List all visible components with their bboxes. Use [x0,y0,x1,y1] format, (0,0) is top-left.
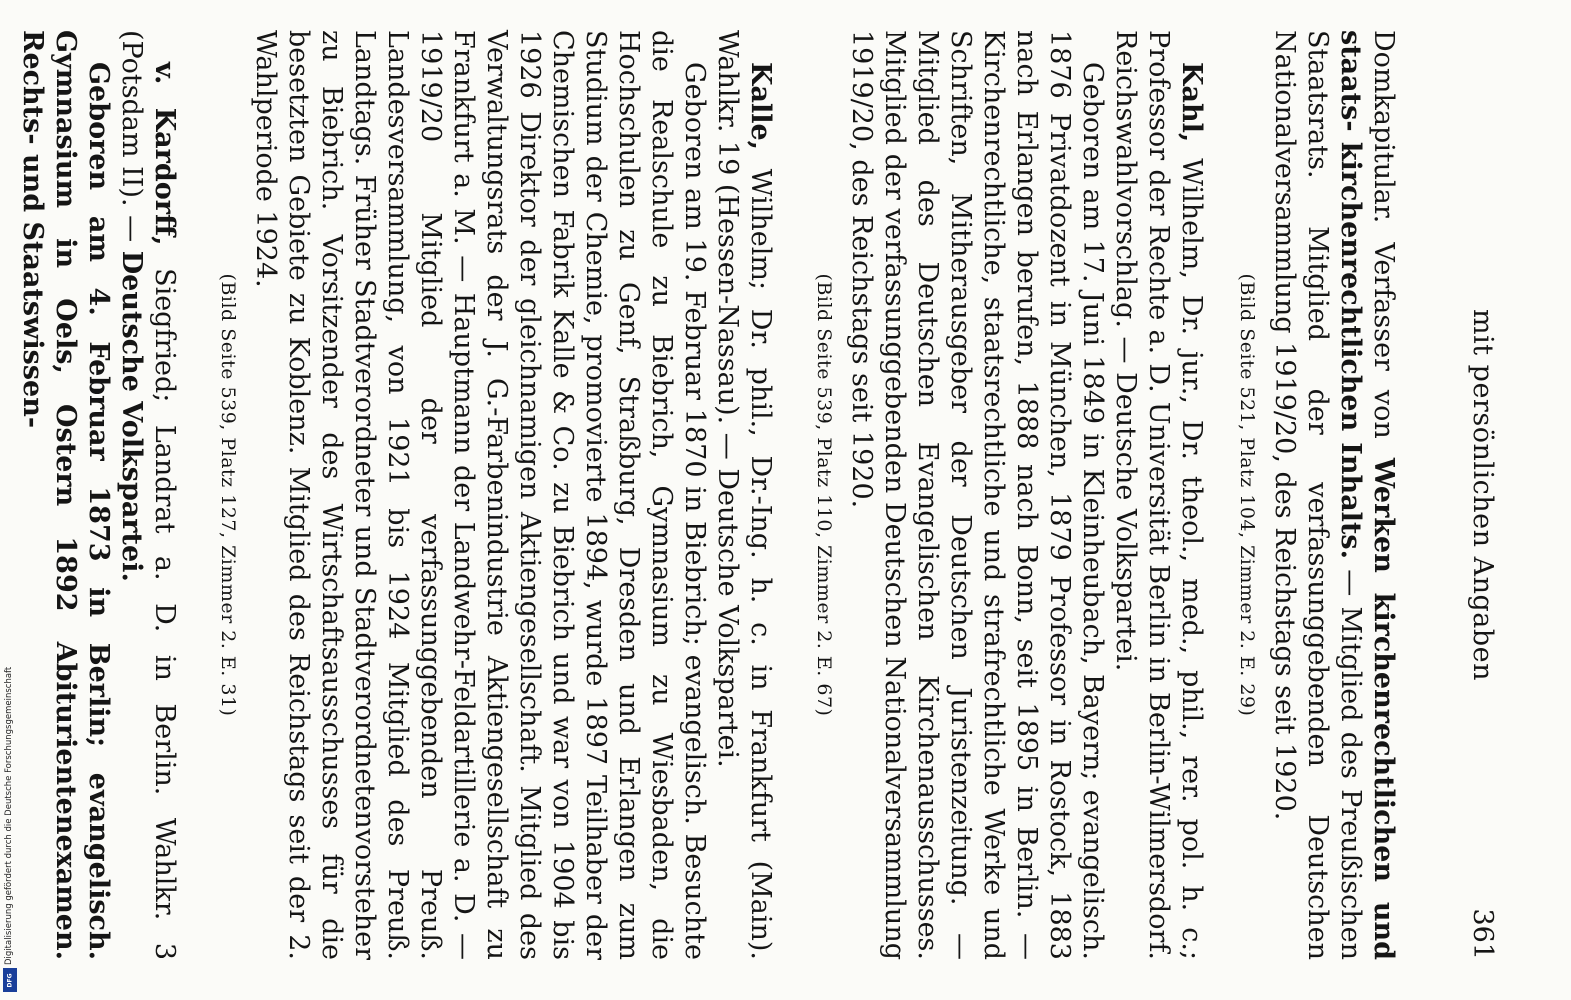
page-body [0,30,1400,960]
entry-bio: Geboren am 19. Februar 1870 in Biebrich; evangelisch. Besuchte die Realschule zu Biebrich, Gymnasium zu Wiesbaden, die Hochschulen zu Genf, Straßburg, Dresden und Erlangen zum Studium der Chemie, promovierte 1894, wurde 1897 Teilhaber der Chemischen Fabrik Kalle & Co. zu Biebrich und war von 1904 bis 1926 Direktor der gleichnamigen Aktiengesellschaft. Mitglied des Verwaltungsrats der J. G.-Farbenindustrie Aktiengesellschaft zu Frankfurt a. M. — Hauptmann der Landwehr-Feldartillerie a. D. — 1919/20 Mitglied der verfassunggebenden Preuß. Landesversammlung, von 1921 bis 1924 Mitglied des Preuß. Landtags. Früher Stadtverordneter und Stadtverordnetenvorsteher zu Biebrich. Vorsitzender des Wirtschaftsausschusses für die besetzten Gebiete zu Koblenz. Mitglied des Reichstags seit der 2. Wahlperiode 1924. [250,30,710,960]
entry-name: v. Kardorff, [149,62,180,246]
running-head: mit persönlichen Angaben [1467,309,1498,681]
image-reference: (Bild Seite 539, Platz 110, Zimmer 2. E. 67) [813,273,835,717]
entry-header [1109,30,1208,960]
entry-bio-bold: Geboren am 4. Februar 1873 in Berlin; evangelisch. [83,62,114,960]
entry-continuation [1234,30,1400,960]
entry-intro: Siegfried; Landrat a. D. in Berlin. Wahlkr. 3 (Potsdam II). — [116,30,180,960]
entry-intro: Wilhelm; Dr. phil., Dr.-Ing. h. c. in Frankfurt (Main). Wahlkr. 19 (Hessen-Nassau). — Deutsche Volkspartei. [712,30,776,960]
entry-header [115,30,181,960]
entry-kalle [215,30,777,960]
page-header [1460,30,1500,960]
credit-text: Digitalisierung gefördert durch die Deutsche Forschungsgemeinschaft [4,666,14,965]
dfg-logo-text: DFG [6,972,14,988]
dfg-logo-icon [3,968,17,992]
digitization-credit [4,605,16,965]
entry-bio-rest: Gymnasium in Oels, Ostern 1892 Abiturientenexamen. Rechts- und Staatswissen- [17,30,81,960]
rotated-book-page [17,0,1500,1000]
entry-bold-phrase: Werken kirchenrechtlichen und staats- [1335,30,1399,960]
entry-bold-phrase-2: kirchenrechtlichen Inhalts. [1335,141,1366,560]
entry-name: Kahl, [1176,62,1207,143]
entry-text-start: Domkapitular. Verfasser von [1368,30,1399,458]
image-reference: (Bild Seite 521, Platz 104, Zimmer 2. E. 29) [1236,273,1258,717]
entry-intro: Wilhelm, Dr. jur., Dr. theol., med., phil., rer. pol. h. c.; Professor der Rechte a. D. Universität Berlin in Berlin-Wilmersdorf. Reichswahlvorschlag. — Deutsche Volkspartei. [1110,30,1207,960]
entry-kahl [811,30,1208,960]
entry-party: Deutsche Volkspartei. [116,250,147,582]
entry-bio [16,30,115,960]
entry-text [1268,30,1400,960]
image-reference: (Bild Seite 539, Platz 127, Zimmer 2. E. 31) [217,273,239,717]
page-number: 361 [1467,908,1498,960]
entry-header [711,30,777,960]
entry-text-rest: — Mitglied des Preußischen Staatsrats. Mitglied der verfassunggebenden Deutschen Nationalversammlung 1919/20, des Reichstags seit 1920. [1269,30,1366,960]
entry-bio: Geboren am 17. Juni 1849 in Kleinheubach, Bayern; evangelisch. 1876 Privatdozent in München, 1879 Professor in Rostock, 1883 nach Erlangen berufen, 1888 nach Bonn, seit 1895 in Berlin. — Kirchenrechtliche, staatsrechtliche und strafrechtliche Werke und Schriften, Mitherausgeber der Deutschen Juristenzeitung. — Mitglied des Deutschen Evangelischen Kirchenausschusses. Mitglied der verfassunggebenden Deutschen Nationalversammlung 1919/20, des Reichstags seit 1920. [846,30,1108,960]
entry-name: Kalle, [745,62,776,151]
entry-kardorff [16,30,181,960]
